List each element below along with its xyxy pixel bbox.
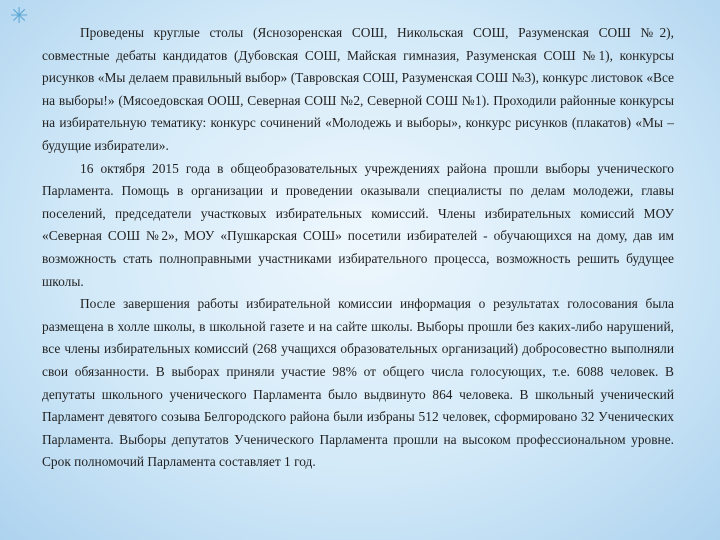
- paragraph-election-day: 16 октября 2015 года в общеобразовательных учреждениях района прошли выборы ученического Парламента. Помощь в организации и проведении оказывали специалисты по делам молодежи, главы поселений, председатели участковых избирательных комиссий. Члены избирательных комиссий МОУ «Северная СОШ №2», МОУ «Пушкарская СОШ» посетили избирателей - обучающихся на дому, дав им возможность стать полноправными участниками избирательного процесса, возможность решить будущее школы.: [42, 160, 674, 289]
- paragraph-election-results: После завершения работы избирательной комиссии информация о результатах голосования была размещена в холле школы, в школьной газете и на сайте школы. Выборы прошли без каких-либо нарушений, все члены избирательных комиссий (268 учащихся образовательных организаций) добросовестно выполняли свои обязанности. В выборах приняли участие 98% от общего числа голосующих, т.е. 6088 человек. В депутаты школьного ученического Парламента было выдвинуто 864 человека. В школьный ученический Парламент девятого созыва Белгородского района были избраны 512 человек, сформировано 32 Ученических Парламента. Выборы депутатов Ученического Парламента прошли на высоком профессиональном уровне. Срок полномочий Парламента составляет 1 год.: [42, 296, 674, 470]
- paragraph-round-tables: Проведены круглые столы (Яснозоренская СОШ, Никольская СОШ, Разуменская СОШ №2), совместные дебаты кандидатов (Дубовская СОШ, Майская гимназия, Разуменская СОШ №1), конкурсы рисунков «Мы делаем правильный выбор» (Тавровская СОШ, Разуменская СОШ №3), конкурс листовок «Все на выборы!» (Мясоедовская ООШ, Северная СОШ №2, Северной СОШ №1). Проходили районные конкурсы на избирательную тематику: конкурс сочинений «Молодежь и выборы», конкурс рисунков (плакатов) «Мы – будущие избиратели».: [42, 25, 674, 153]
- star-asterisk-icon: ✳: [10, 4, 29, 29]
- document-body: [42, 22, 674, 474]
